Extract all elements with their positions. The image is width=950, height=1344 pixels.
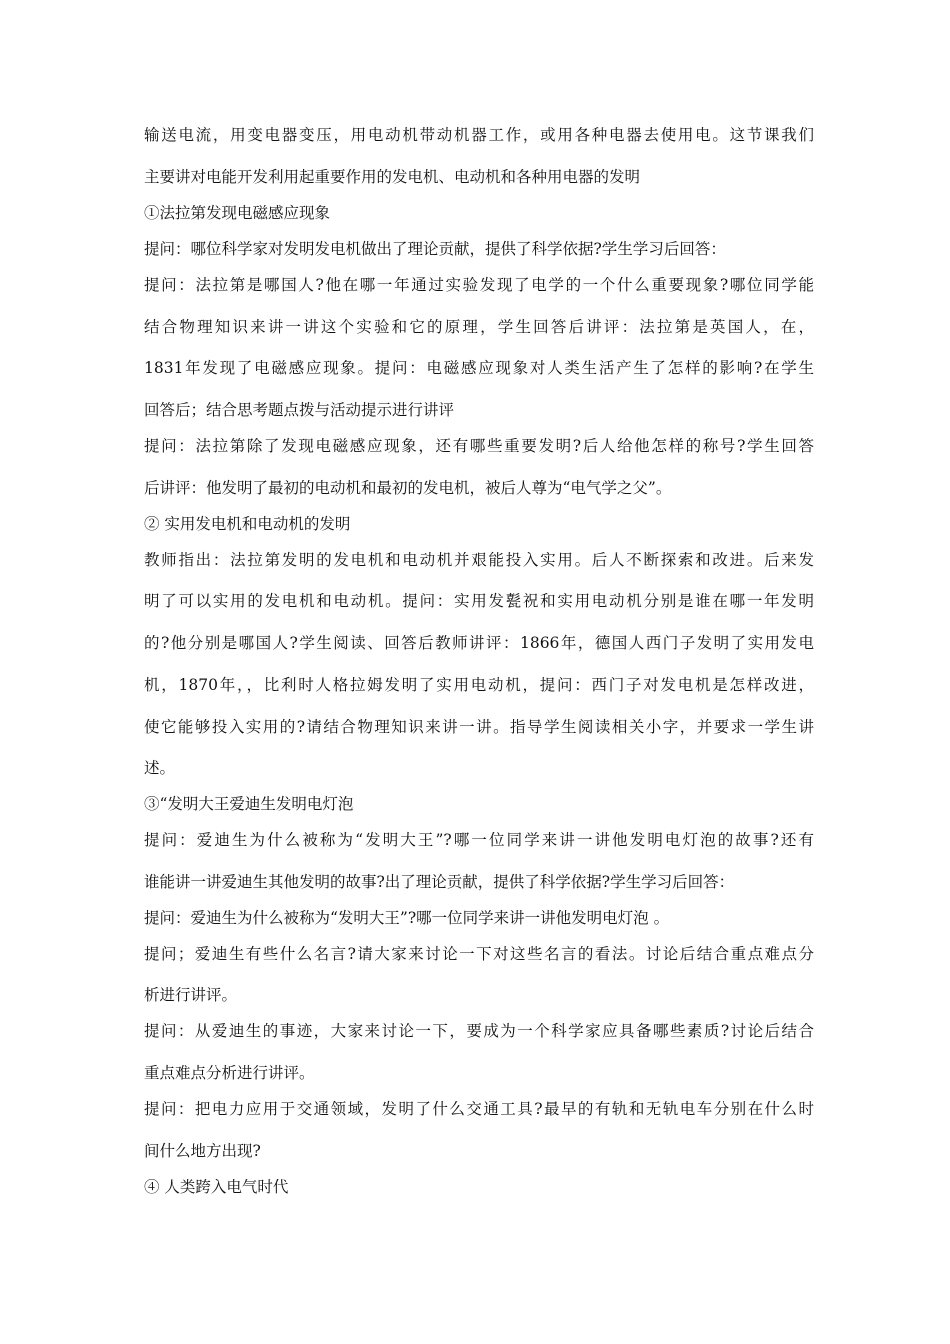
text-line: 机，1870年，，比利时人格拉姆发明了实用电动机，提问：西门子对发电机是怎样改进，	[144, 676, 814, 694]
text-line: 提问：哪位科学家对发明发电机做出了理论贡献，提供了科学依据?学生学习后回答：	[144, 240, 726, 258]
text-line: 间什么地方出现?	[144, 1142, 261, 1160]
text-line: 主要讲对电能开发利用起重要作用的发电机、电动机和各种用电器的发明	[144, 168, 641, 186]
text-line: 提问：法拉第是哪国人?他在哪一年通过实验发现了电学的一个什么重要现象?哪位同学能	[144, 276, 814, 294]
text-line: 述。	[144, 759, 176, 777]
text-line: 提问：从爱迪生的事迹，大家来讨论一下，要成为一个科学家应具备哪些素质?讨论后结合	[144, 1022, 814, 1040]
text-line: 使它能够投入实用的?请结合物理知识来讲一讲。指导学生阅读相关小字，并要求一学生讲	[144, 718, 814, 736]
text-line: 的?他分别是哪国人?学生阅读、回答后教师讲评：1866年，德国人西门子发明了实用发电	[144, 634, 814, 652]
section-heading: ③“发明大王爱迪生发明电灯泡	[144, 795, 354, 813]
text-line: 提问：把电力应用于交通领域，发明了什么交通工具?最早的有轨和无轨电车分别在什么时	[144, 1100, 814, 1118]
text-line: 教师指出：法拉第发明的发电机和电动机并艰能投入实用。后人不断探索和改进。后来发	[144, 551, 814, 569]
text-line: 提问：爱迪生为什么被称为“发明大王”?哪一位同学来讲一讲他发明电灯泡 。	[144, 909, 670, 927]
text-line: 明了可以实用的发电机和电动机。提问：实用发甏祝和实用电动机分别是谁在哪一年发明	[144, 592, 814, 610]
text-line: 谁能讲一讲爱迪生其他发明的故事?出了理论贡献，提供了科学依据?学生学习后回答：	[144, 873, 735, 891]
section-heading: ② 实用发电机和电动机的发明	[144, 515, 351, 533]
text-line: 重点难点分析进行讲评。	[144, 1064, 315, 1082]
text-line: 提问：爱迪生为什么被称为“发明大王”?哪一位同学来讲一讲他发明电灯泡的故事?还有	[144, 831, 814, 849]
text-line: 1831年发现了电磁感应现象。提问：电磁感应现象对人类生活产生了怎样的影响?在学生	[144, 359, 814, 377]
text-line: 提问；爱迪生有些什么名言?请大家来讨论一下对这些名言的看法。讨论后结合重点难点分	[144, 945, 814, 963]
text-line: 后讲评：他发明了最初的电动机和最初的发电机，被后人尊为“电气学之父”。	[144, 479, 672, 497]
text-line: 提问：法拉第除了发现电磁感应现象，还有哪些重要发明?后人给他怎样的称号?学生回答	[144, 437, 814, 455]
text-line: 析进行讲评。	[144, 986, 238, 1004]
text-line: 输送电流，用变电器变压，用电动机带动机器工作，或用各种电器去使用电。这节课我们	[144, 126, 814, 144]
section-heading: ①法拉第发现电磁感应现象	[144, 204, 331, 222]
text-line: 结合物理知识来讲一讲这个实验和它的原理，学生回答后讲评：法拉第是英国人，在，	[144, 318, 814, 336]
text-line: 回答后；结合思考题点拨与活动提示进行讲评	[144, 401, 455, 419]
section-heading: ④ 人类跨入电气时代	[144, 1178, 289, 1196]
